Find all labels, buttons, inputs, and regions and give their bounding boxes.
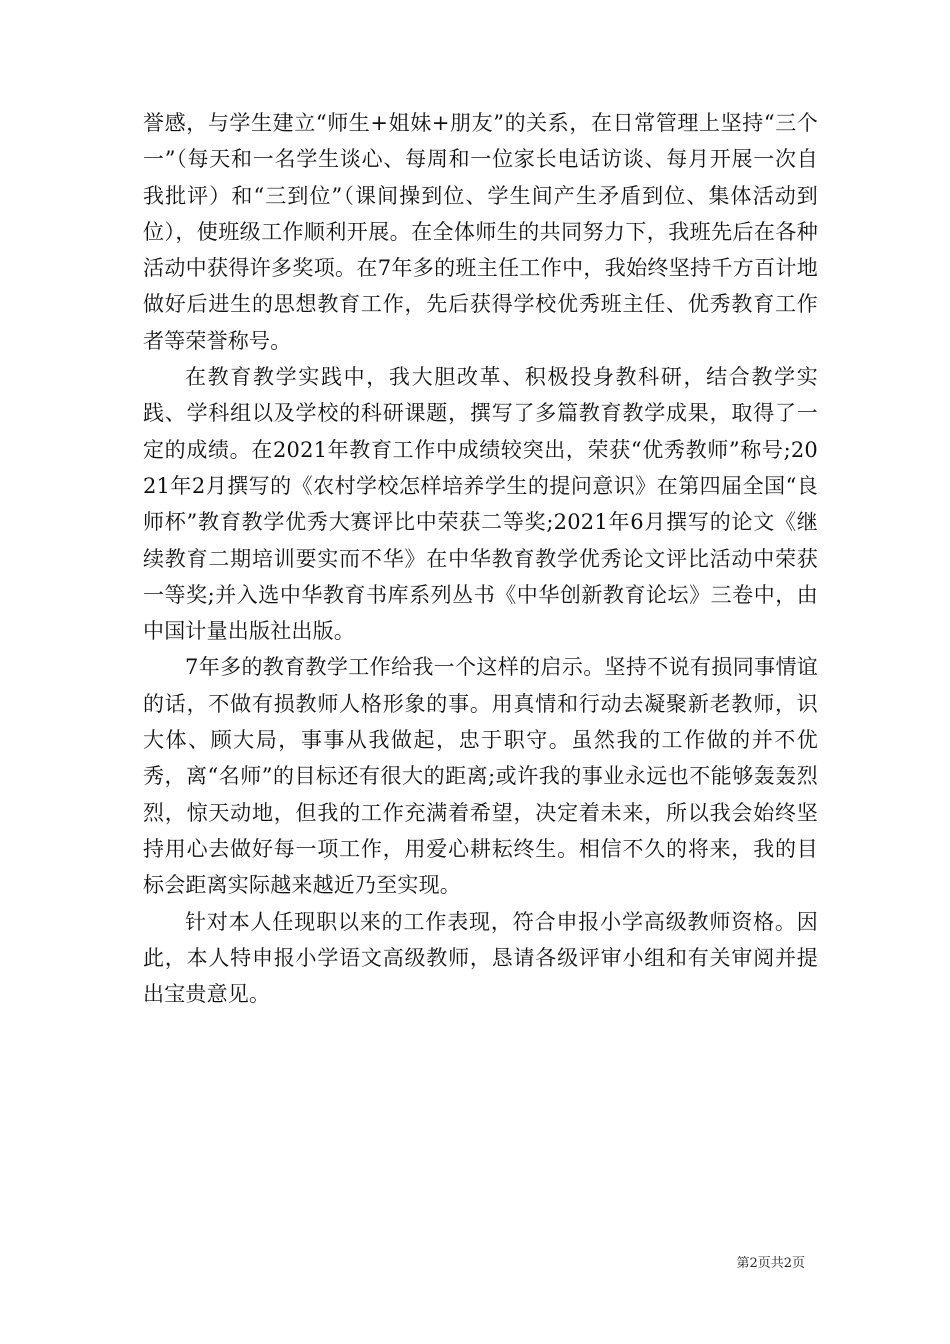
paragraph-3: 7年多的教育教学工作给我一个这样的启示。坚持不说有损同事情谊的话，不做有损教师人格形象的事。用真情和行动去凝聚新老教师，识大体、顾大局，事事从我做起，忠于职守。虽然我的工作做的并不优秀，离“名师”的目标还有很大的距离;或许我的事业永远也不能够轰轰烈烈，惊天动地，但我的工作充满着希望，决定着未来，所以我会始终坚持用心去做好每一项工作，用爱心耕耘终生。相信不久的将来，我的目标会距离实际越来越近乃至实现。 — [143, 655, 818, 898]
paragraph-4: 针对本人任现职以来的工作表现，符合申报小学高级教师资格。因此，本人特申报小学语文高级教师，恳请各级评审小组和有关审阅并提出宝贵意见。 — [143, 909, 818, 1007]
document-body — [143, 105, 818, 1012]
page-number-footer: 第2页共2页 — [736, 1256, 805, 1271]
paragraph-2: 在教育教学实践中，我大胆改革、积极投身教科研，结合教学实践、学科组以及学校的科研课题，撰写了多篇教育教学成果，取得了一定的成绩。在2021年教育工作中成绩较突出，荣获“优秀教师”称号;2021年2月撰写的《农村学校怎样培养学生的提问意识》在第四届全国“良师杯”教育教学优秀大赛评比中荣获二等奖;2021年6月撰写的论文《继续教育二期培训要实而不华》在中华教育教学优秀论文评比活动中荣获一等奖;并入选中华教育书库系列丛书《中华创新教育论坛》三卷中，由中国计量出版社出版。 — [143, 365, 818, 644]
paragraph-1: 誉感，与学生建立“师生+姐妹+朋友”的关系，在日常管理上坚持“三个一”（每天和一名学生谈心、每周和一位家长电话访谈、每月开展一次自我批评）和“三到位”（课间操到位、学生间产生矛盾到位、集体活动到位），使班级工作顺利开展。在全体师生的共同努力下，我班先后在各种活动中获得许多奖项。在7年多的班主任工作中，我始终坚持千方百计地做好后进生的思想教育工作，先后获得学校优秀班主任、优秀教育工作者等荣誉称号。 — [143, 111, 818, 353]
